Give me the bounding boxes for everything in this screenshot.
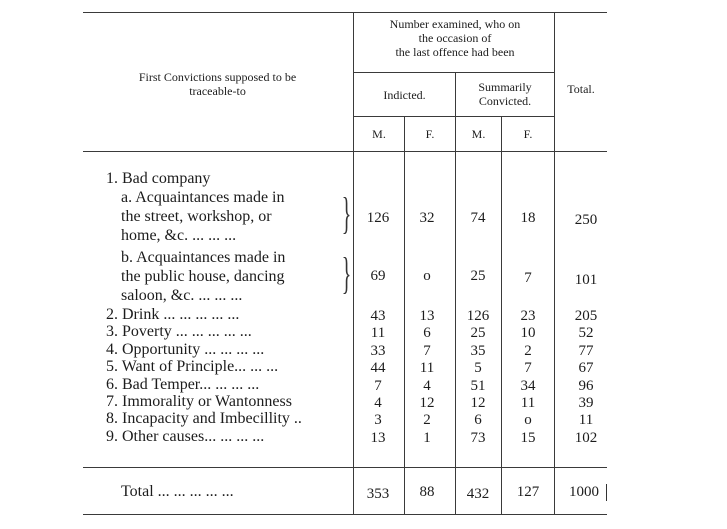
row-9-indicted-m: 13 [370, 429, 386, 446]
row-b-indicted-f: o [423, 268, 431, 284]
total-indicted-f: 88 [419, 484, 435, 500]
row-2-indicted-m: 43 [370, 308, 386, 324]
row-6-summarily-f: 34 [520, 377, 536, 394]
row-6-indicted-m: 7 [374, 377, 382, 394]
row-8-label: 8. Incapacity and Imbecillity .. [106, 410, 302, 428]
row-7-summarily-f: 11 [520, 395, 536, 411]
row-9-indicted-f: 1 [423, 429, 431, 446]
row-7-indicted-m: 4 [374, 395, 382, 411]
row-6-total: 96 [578, 377, 594, 394]
summarily-line1: Summarily [478, 80, 532, 94]
row-a-total: 250 [574, 212, 598, 228]
bottom-rule [83, 514, 607, 515]
row-4-indicted-m: 33 [370, 342, 386, 359]
summarily-line2: Convicted. [478, 94, 532, 108]
subheader-rule [354, 116, 554, 117]
row-b-brace: } [341, 249, 352, 298]
row-a-label-line1: a. Acquaintances made in [121, 189, 285, 206]
row-3-total: 52 [578, 325, 594, 342]
indicted-heading: Indicted. [383, 88, 426, 102]
row-4-summarily-f: 2 [524, 342, 532, 359]
col-divider-sm-sf [501, 116, 502, 514]
total-indicted-m: 353 [366, 486, 390, 502]
row-3-indicted-m: 11 [370, 325, 386, 342]
row-a-label-line3: home, &c. ... ... ... [121, 227, 237, 244]
row-a-indicted-f: 32 [419, 210, 435, 226]
summarily-heading [456, 80, 554, 108]
row-3-indicted-f: 6 [423, 325, 431, 342]
row-4-label: 4. Opportunity ... ... ... ... [106, 340, 265, 358]
row-a-brace: } [341, 189, 352, 238]
subheader-summarily-m: M. [471, 127, 486, 141]
row-7-label: 7. Immorality or Wantonness [106, 393, 292, 410]
number-examined-rule [354, 72, 554, 73]
row-a-summarily-f: 18 [520, 210, 536, 226]
row-b-total: 101 [574, 272, 598, 288]
total-top-rule [83, 467, 607, 468]
row-a-indicted-m: 126 [366, 210, 390, 226]
row-4-summarily-m: 35 [470, 342, 486, 359]
row-3-summarily-f: 10 [520, 325, 536, 342]
row-4-total: 77 [578, 342, 594, 359]
row-a-summarily-m: 74 [470, 210, 486, 226]
header-bottom-rule [83, 151, 607, 152]
row-5-summarily-m: 5 [474, 360, 482, 377]
subheader-indicted-f: F. [425, 127, 435, 141]
total-summarily-f: 127 [516, 484, 540, 500]
row-9-summarily-m: 73 [470, 429, 486, 446]
row-7-indicted-f: 12 [419, 395, 435, 411]
row-2-summarily-f: 23 [520, 308, 536, 324]
row-b-label-line2: the public house, dancing [121, 268, 285, 285]
row-2-summarily-m: 126 [466, 308, 490, 324]
row-label-heading-line1: First Convictions supposed to be [138, 70, 297, 84]
row-a-label-line2: the street, workshop, or [121, 208, 272, 225]
row-label-heading [90, 70, 345, 98]
row-7-summarily-m: 12 [470, 395, 486, 411]
row-b-label-line3: saloon, &c. ... ... ... [121, 287, 243, 304]
row-8-total: 11 [578, 412, 594, 429]
row-5-label: 5. Want of Principle... ... ... [106, 358, 279, 376]
total-row-label: Total ... ... ... ... ... [121, 483, 234, 500]
number-examined-line2: the occasion of [418, 31, 492, 45]
number-examined-heading [355, 17, 555, 59]
row-1-label: 1. Bad company [106, 170, 211, 187]
row-9-summarily-f: 15 [520, 429, 536, 446]
top-rule [83, 12, 607, 13]
row-5-total: 67 [578, 360, 594, 377]
row-5-indicted-f: 11 [419, 360, 435, 377]
row-9-total: 102 [574, 429, 598, 446]
row-2-indicted-f: 13 [419, 308, 435, 324]
total-grand: 1000 [562, 484, 607, 501]
row-6-label: 6. Bad Temper... ... ... ... [106, 375, 260, 393]
row-3-summarily-m: 25 [470, 325, 486, 342]
number-examined-line3: the last offence had been [395, 45, 515, 59]
row-2-total: 205 [574, 308, 598, 324]
row-b-summarily-m: 25 [470, 268, 486, 284]
col-divider-im-if [404, 116, 405, 514]
number-examined-line1: Number examined, who on [389, 17, 521, 31]
row-9-label: 9. Other causes... ... ... ... [106, 427, 265, 445]
row-b-summarily-f: 7 [524, 270, 532, 286]
total-heading: Total. [567, 82, 595, 96]
row-4-indicted-f: 7 [423, 342, 431, 359]
row-8-indicted-f: 2 [423, 412, 431, 429]
row-3-label: 3. Poverty ... ... ... ... ... [106, 323, 252, 341]
row-8-indicted-m: 3 [374, 412, 382, 429]
subheader-summarily-f: F. [523, 127, 533, 141]
row-label-heading-line2: traceable-to [189, 84, 246, 98]
row-7-total: 39 [578, 395, 594, 411]
subheader-indicted-m: M. [372, 127, 386, 141]
total-summarily-m: 432 [466, 486, 490, 502]
row-5-summarily-f: 7 [524, 360, 532, 377]
row-8-summarily-m: 6 [474, 412, 482, 429]
row-b-indicted-m: 69 [370, 268, 386, 284]
row-6-indicted-f: 4 [423, 377, 431, 394]
row-6-summarily-m: 51 [470, 377, 486, 394]
row-b-label-line1: b. Acquaintances made in [121, 249, 286, 266]
row-2-label: 2. Drink ... ... ... ... ... [106, 306, 240, 323]
row-8-summarily-f: o [524, 412, 532, 429]
row-5-indicted-m: 44 [370, 360, 386, 377]
